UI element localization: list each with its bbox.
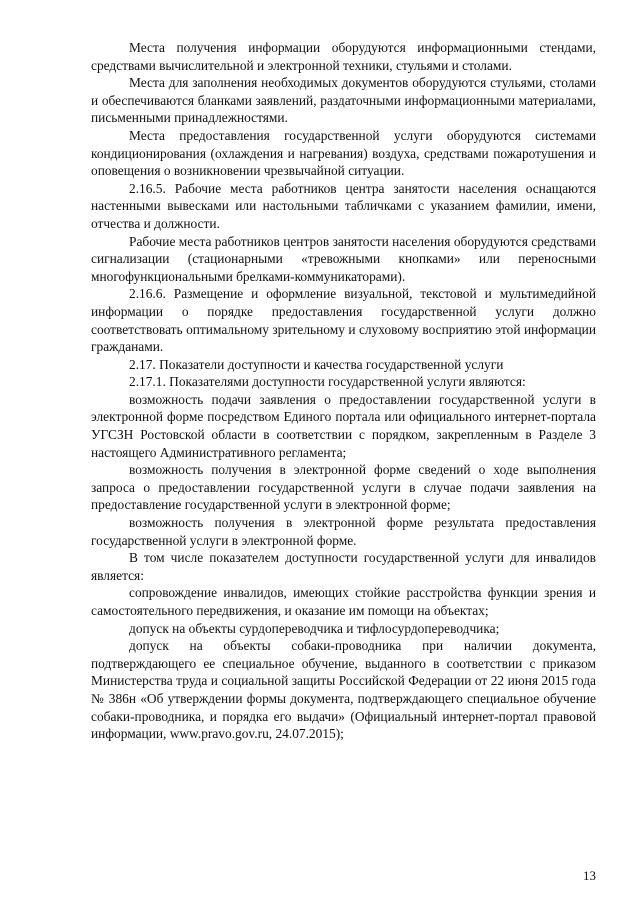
list-item: допуск на объекты собаки-проводника при наличии документа, подтверждающего ее специальное обучение, выданного в соответствии с приказом Министерства труда и социальной защиты Российской Федерации от 22 июня 2015 года № 386н «Об утверждении формы документа, подтверждающего специальное обучение собаки-проводника, и порядка его выдачи» (Официальный интернет-портал правовой информации, www.pravo.gov.ru, 24.07.2015);: [91, 638, 596, 742]
paragraph: 2.16.5. Рабочие места работников центра занятости населения оснащаются настенными вывесками или настольными табличками с указанием фамилии, имени, отчества и должности.: [91, 180, 596, 231]
list-item: допуск на объекты сурдопереводчика и тифлосурдопереводчика;: [129, 620, 500, 636]
paragraph: Места предоставления государственной услуги оборудуются системами кондиционирования (охлаждения и нагревания) воздуха, средствами пожаротушения и оповещения о возникновении чрезвычайной ситуации.: [91, 127, 596, 179]
list-item: возможность получения в электронной форме сведений о ходе выполнения запроса о предоставлении государственной услуги в случае подачи заявления на предоставление государственной услуги в электронной форме;: [91, 462, 596, 513]
paragraph: Рабочие места работников центров занятости населения оборудуются средствами сигнализации (стационарными «тревожными кнопками» или переносными многофункциональными брелками-коммуникаторами).: [91, 233, 596, 284]
paragraph: Места для заполнения необходимых документов оборудуются стульями, столами и обеспечиваются бланками заявлений, раздаточными информационными материалами, письменными принадлежностями.: [91, 75, 596, 126]
paragraph: Места получения информации оборудуются информационными стендами, средствами вычислительной и электронной техники, стульями и столами.: [91, 40, 596, 73]
list-item: возможность получения в электронной форме результата предоставления государственной услуги в электронной форме.: [91, 515, 596, 548]
page-number: 13: [583, 868, 596, 883]
paragraph: 2.17.1. Показателями доступности государственной услуги являются:: [129, 374, 526, 390]
list-item: сопровождение инвалидов, имеющих стойкие расстройства функции зрения и самостоятельного передвижения, и оказание им помощи на объектах;: [91, 585, 596, 618]
paragraph: 2.16.6. Размещение и оформление визуальной, текстовой и мультимедийной информации о порядке предоставления государственной услуги должно соответствовать оптимальному зрительному и слуховому восприятию этой информации гражданами.: [91, 286, 596, 355]
paragraph: В том числе показателем доступности государственной услуги для инвалидов является:: [91, 550, 596, 583]
list-item: возможность подачи заявления о предоставлении государственной услуги в электронной форме посредством Единого портала или официального интернет-портала УГСЗН Ростовской области в соответствии с порядком, закрепленным в Разделе 3 настоящего Административного регламента;: [91, 391, 596, 460]
document-body: [91, 39, 596, 743]
section-heading: 2.17. Показатели доступности и качества государственной услуги: [129, 356, 504, 372]
